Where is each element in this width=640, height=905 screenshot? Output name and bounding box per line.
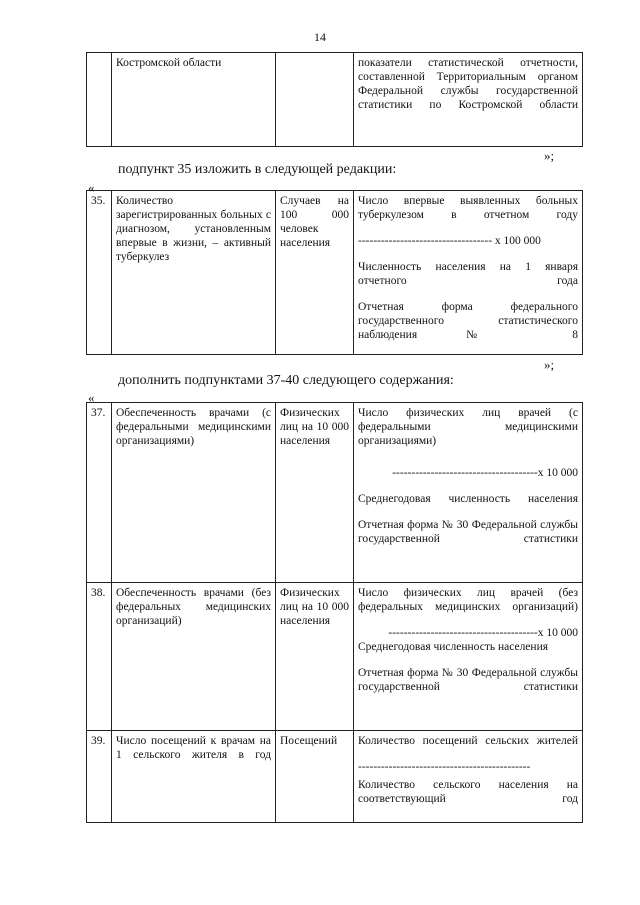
denominator: Количество сельского населения на соответствующий год	[358, 779, 578, 805]
denominator: Среднегодовая численность населения	[358, 493, 578, 505]
paragraph-35: подпункт 35 изложить в следующей редакции:	[118, 162, 397, 177]
numerator: Число впервые выявленных больных туберкулезом в отчетном году	[358, 195, 578, 221]
items-37-39-table	[86, 402, 583, 823]
cell-unit: Физических лиц на 10 000 населения	[276, 583, 354, 731]
cell-num: 39.	[87, 731, 112, 823]
cell-num: 37.	[87, 403, 112, 583]
cell-name: Обеспеченность врачами (с федеральными медицинскими организациями)	[112, 403, 276, 583]
source: Отчетная форма федерального государственного статистического наблюдения № 8	[358, 301, 578, 341]
denominator: Среднегодовая численность населения	[358, 641, 549, 653]
source: Отчетная форма № 30 Федеральной службы государственной статистики	[358, 667, 578, 693]
cell-unit	[276, 53, 354, 147]
cell-method: показатели статистической отчетности, составленной Территориальным органом Федеральной службы государственной статистики по Костромской области	[354, 53, 583, 147]
opening-quote: «	[88, 390, 95, 405]
page-number: 14	[314, 30, 326, 44]
item-35-table	[86, 190, 583, 355]
paragraph-37-40: дополнить подпунктами 37-40 следующего содержания:	[118, 373, 454, 388]
fraction-line: ---------------------------------------х 10 000	[388, 627, 578, 639]
table-row	[87, 403, 583, 583]
table-row	[87, 731, 583, 823]
cell-unit: Физических лиц на 10 000 населения	[276, 403, 354, 583]
cell-num: 35.	[87, 191, 112, 355]
table-row	[87, 583, 583, 731]
cell-name: Обеспеченность врачами (без федеральных медицинских организаций)	[112, 583, 276, 731]
cell-name: Число посещений к врачам на 1 сельского жителя в год	[112, 731, 276, 823]
cell-name: Количество зарегистрированных больных с диагнозом, установленным впервые в жизни, – активный туберкулез	[112, 191, 276, 355]
table-row	[87, 53, 583, 147]
cell-num: 38.	[87, 583, 112, 731]
numerator: Количество посещений сельских жителей	[358, 735, 578, 747]
cell-num	[87, 53, 112, 147]
closing-quote: »;	[544, 148, 555, 163]
cell-method	[354, 191, 583, 355]
opening-quote: «	[88, 180, 95, 195]
cell-method	[354, 583, 583, 731]
source: Отчетная форма № 30 Федеральной службы государственной статистики	[358, 519, 578, 545]
cell-unit: Случаев на 100 000 человек населения	[276, 191, 354, 355]
cell-method	[354, 403, 583, 583]
closing-quote: »;	[544, 357, 555, 372]
cell-name: Костромской области	[112, 53, 276, 147]
denominator: Численность населения на 1 января отчетного года	[358, 261, 578, 287]
fraction-line: ----------------------------------- х 100 000	[358, 235, 541, 247]
fraction-line: ---------------------------------------------	[358, 761, 531, 773]
cell-method	[354, 731, 583, 823]
cell-unit: Посещений	[276, 731, 354, 823]
table-row	[87, 191, 583, 355]
fraction-line: --------------------------------------х 10 000	[392, 467, 578, 479]
continuation-table	[86, 52, 583, 147]
numerator: Число физических лиц врачей (с федеральными медицинскими организациями)	[358, 407, 578, 447]
numerator: Число физических лиц врачей (без федеральных медицинских организаций)	[358, 587, 578, 613]
